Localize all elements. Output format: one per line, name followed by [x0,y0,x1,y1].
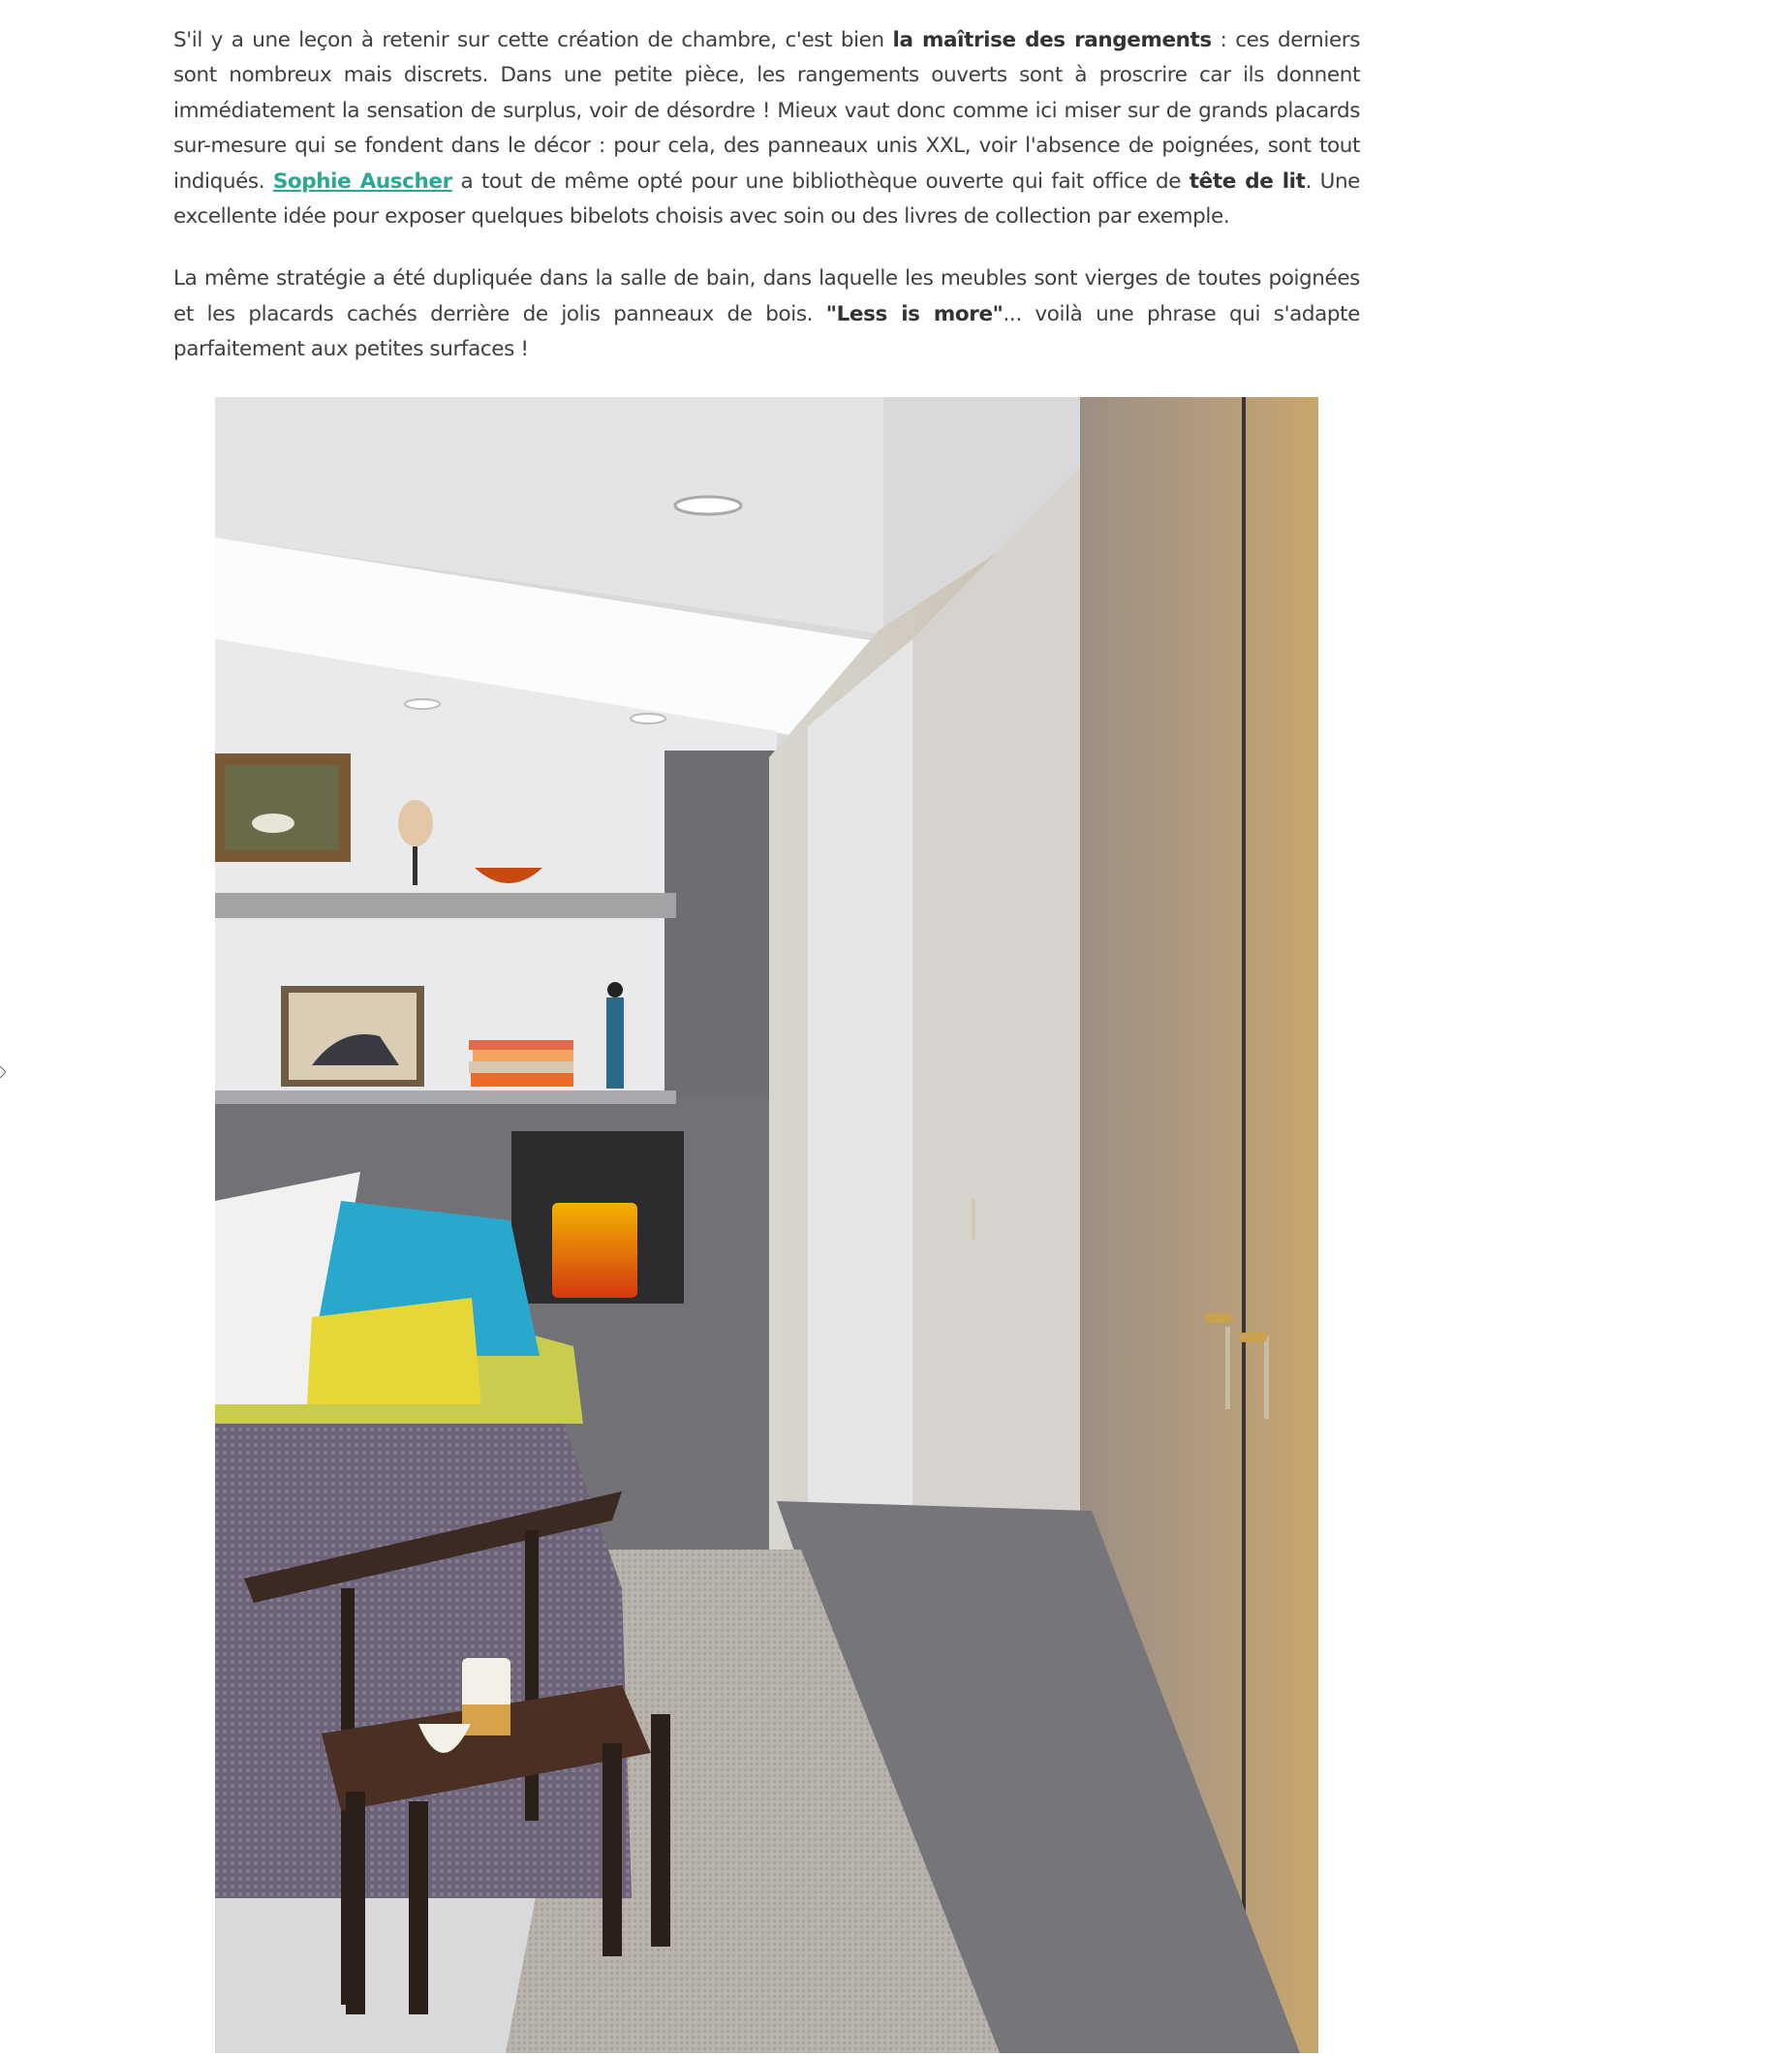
books [469,1040,573,1050]
text-segment: : ces derniers sont nombreux mais discrets. Dans une petite pièce, les rangements ouverts sont à proscrire car ils donnent immédiatement la sensation de surplus, voir de désordre ! Mieux vaut donc comme ici miser sur de grands placards sur-mesure qui se fondent dans le décor : pour cela, des panneaux unis XXL, voir l'absence de poignées, sont tout indiqués. [173,28,1361,194]
ceiling-light [631,714,665,723]
orange-lamp [552,1203,637,1298]
bold-headboard: tête de lit [1189,169,1306,194]
text-segment: La même stratégie a été dupliquée dans la salle de bain, dans laquelle les meubles sont vierges de toutes poignées et les placards cachés derrière de jolis panneaux de bois. [173,266,1360,326]
ceiling-light [675,497,741,514]
ceiling-light [405,699,440,709]
door-handle [1225,1327,1230,1409]
figurine [398,800,433,846]
caret-icon [0,1066,6,1078]
text-segment: S'il y a une leçon à retenir sur cette création de chambre, c'est bien [173,28,893,52]
door-handle [1264,1336,1269,1419]
text-segment: ... voilà une phrase qui s'adapte parfaitement aux petites surfaces ! [173,301,1360,362]
text-segment: a tout de même opté pour une bibliothèque ouverte qui fait office de [451,169,1190,194]
paragraph-storage [173,23,1360,234]
doll-figurine [606,998,624,1089]
bedroom-illustration [215,397,1318,2053]
edge-mark [0,1063,6,1075]
paragraph-bathroom [173,261,1360,367]
bedroom-photo [215,397,1318,2053]
door-handle [972,1199,975,1240]
bold-storage-mastery: la maîtrise des rangements [892,28,1212,52]
bold-less-is-more: "Less is more" [825,301,1004,326]
article-body [173,23,1360,395]
text-segment: . Une excellente idée pour exposer quelques bibelots choisis avec soin ou des livres de collection par exemple. [173,169,1360,230]
shelf [215,893,676,918]
designer-link[interactable]: Sophie Auscher [272,169,452,194]
